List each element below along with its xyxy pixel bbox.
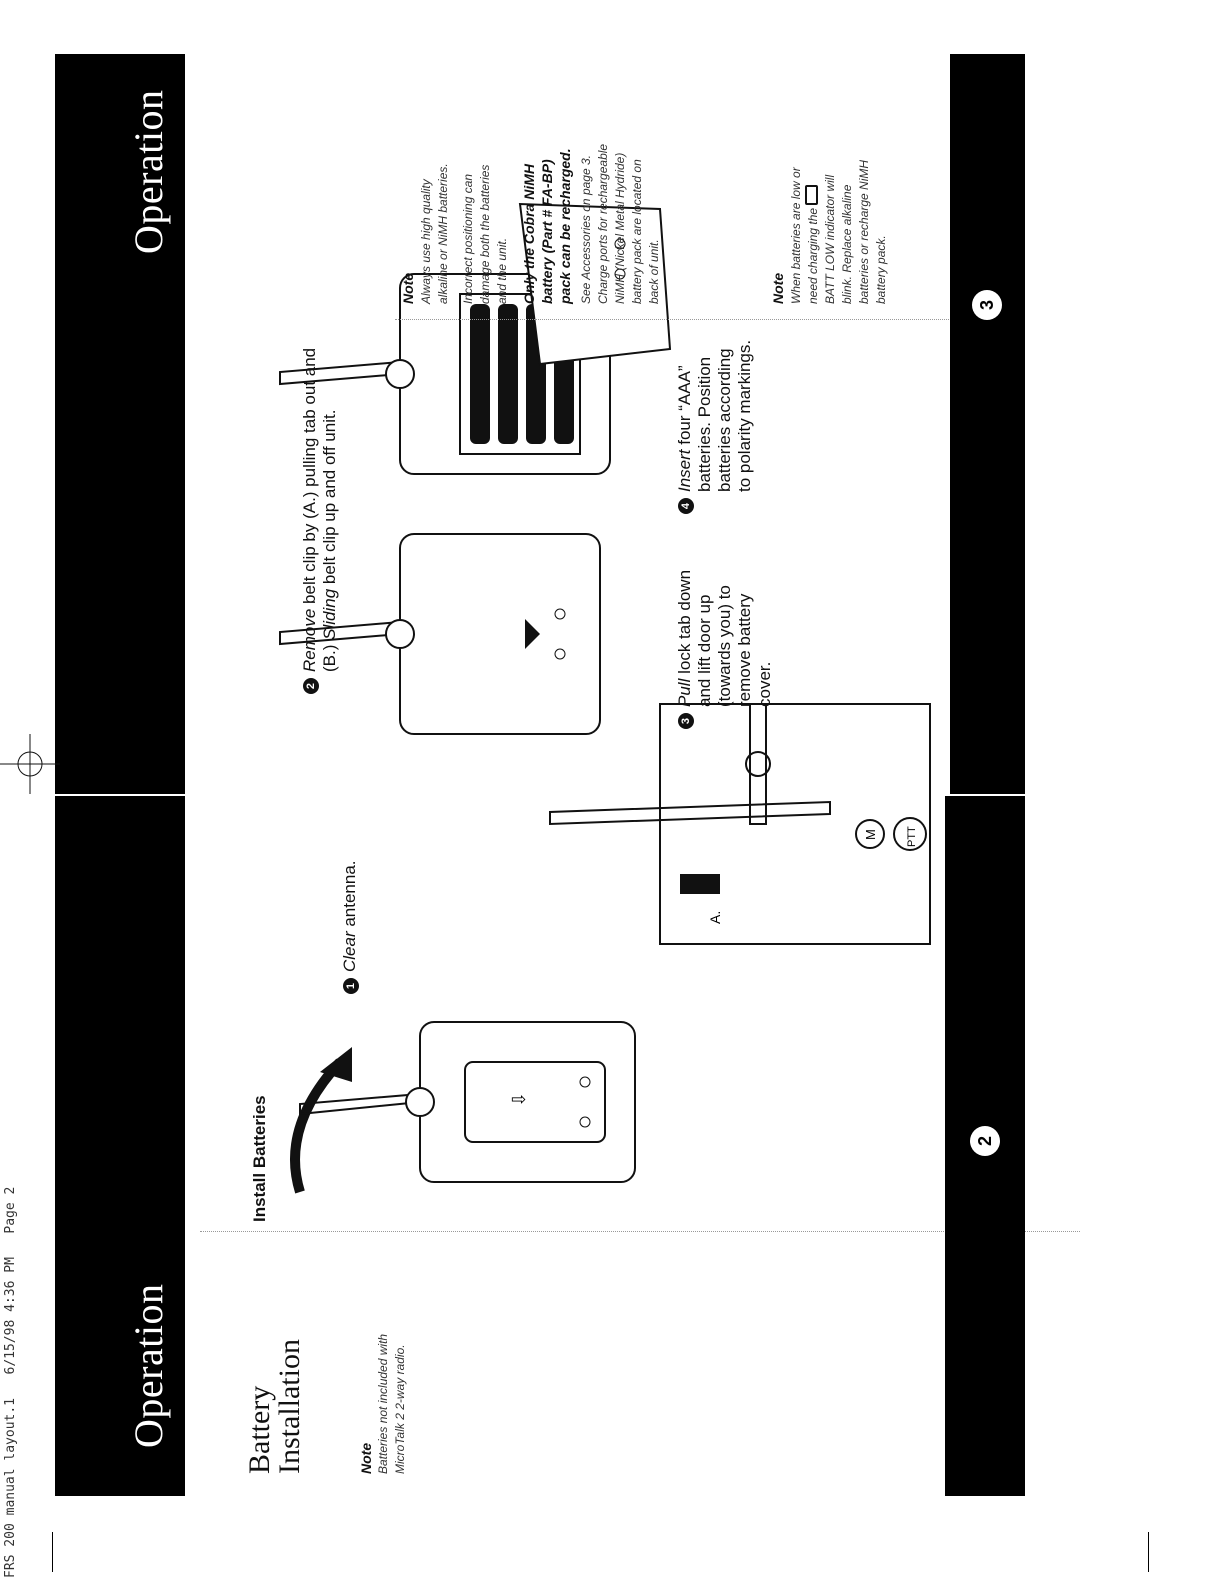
battery-icon (498, 304, 518, 444)
right-note2-text: When batteries are low or need charging the BATT LOW indicator will blink. Replace alkaline batteries or recharge NiMH battery pack. (789, 159, 888, 304)
right-banner-title: Operation (126, 89, 171, 254)
step-3: 3Pull lock tab down and lift door up (towards you) to remove battery cover. (675, 529, 775, 729)
right-top-banner (55, 54, 185, 794)
print-header: FRS 200 manual layout.1 6/15/98 4:36 PM Page 2 (3, 1186, 18, 1578)
left-banner-title: Operation (126, 1283, 171, 1448)
label-ptt: PTT (906, 826, 918, 847)
right-divider (395, 319, 975, 320)
left-top-banner (55, 796, 185, 1496)
battery-icon (805, 185, 818, 205)
right-note1-bold: Only the Cobra NiMH battery (Part # FA-BP) pack can be recharged. (521, 148, 573, 304)
radio-battery-cover-illustration (260, 504, 630, 764)
section-title (245, 1339, 305, 1474)
right-note1-heading: Note (400, 272, 416, 304)
section-title-line2: Installation (273, 1339, 306, 1474)
registration-mark-icon (0, 734, 60, 794)
page-number-left: 2 (970, 1126, 1000, 1156)
crop-mark (1148, 1532, 1149, 1572)
step-2: 2Remove belt clip by (A.) pulling tab out and (B.) Sliding belt clip up and off unit. (300, 174, 340, 694)
page-number-right: 3 (972, 290, 1002, 320)
crop-mark (52, 1532, 53, 1572)
label-a: A. (707, 910, 723, 924)
right-note2-heading: Note (770, 272, 786, 304)
right-note1-p1: Always use high quality alkaline or NiMH batteries. (419, 163, 450, 304)
step-number: 4 (678, 498, 694, 514)
label-m: M (863, 829, 878, 840)
right-note1-p2: Incorrect positioning can damage both the batteries and the unit. (461, 164, 509, 304)
step-1: 1Clear antenna. (340, 860, 360, 994)
install-batteries-heading: Install Batteries (250, 1095, 269, 1222)
left-bottom-bar (945, 796, 1025, 1496)
right-bottom-bar (950, 54, 1025, 794)
radio-with-belt-clip-illustration (280, 982, 680, 1222)
step-number: 3 (678, 713, 694, 729)
left-note-heading: Note (358, 1442, 374, 1474)
right-note1-p3: See Accessories on page 3. Charge ports for rechargeable NiMH (Nickel Metal Hydride) battery pack are located on back of unit. (579, 143, 661, 304)
rotate-arrow-icon (295, 1062, 340, 1192)
step-number: 1 (343, 978, 359, 994)
step-number: 2 (303, 678, 319, 694)
battery-icon (470, 304, 490, 444)
section-title-line1: Battery (243, 1385, 276, 1474)
left-note-text: Batteries not included with MicroTalk 2 2-way radio. (376, 1333, 407, 1474)
svg-text:⇩: ⇩ (509, 1091, 529, 1107)
step-4: 4Insert four “AAA” batteries. Position batteries according to polarity markings. (675, 294, 755, 514)
